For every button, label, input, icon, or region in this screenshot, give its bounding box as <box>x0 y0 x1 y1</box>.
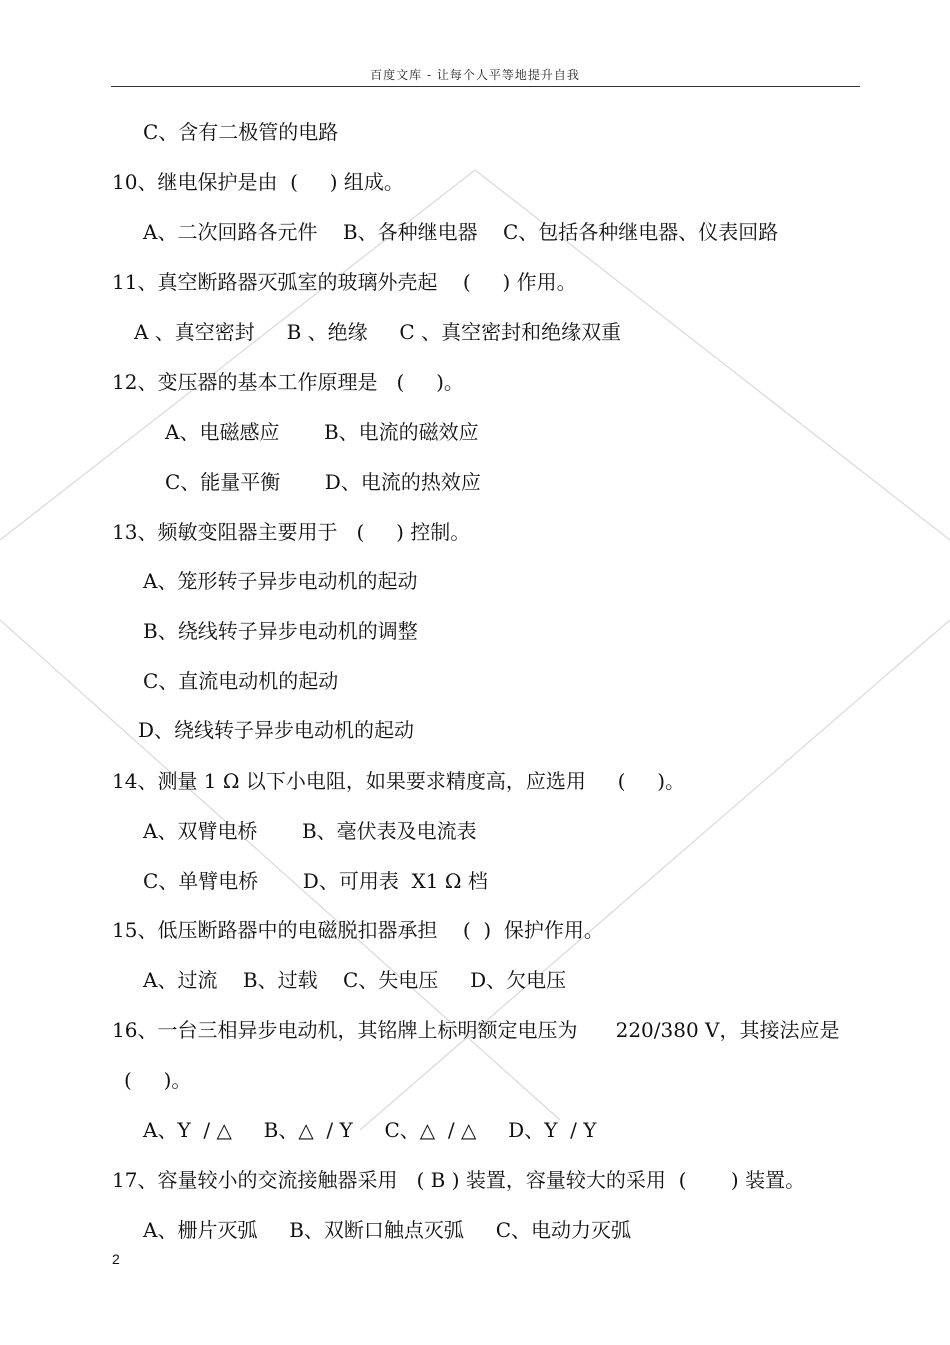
option-line: A、电磁感应 B、电流的磁效应 <box>165 420 479 444</box>
question-16-continuation: ( )。 <box>124 1068 192 1092</box>
question-16: 16、一台三相异步电动机，其铭牌上标明额定电压为 220/380 V，其接法应是 <box>112 1018 840 1042</box>
option-line: C、能量平衡 D、电流的热效应 <box>165 470 481 494</box>
option-line: D、绕线转子异步电动机的起动 <box>138 718 415 742</box>
question-14: 14、测量 1 Ω 以下小电阻，如果要求精度高，应选用 ( )。 <box>112 769 686 793</box>
option-line: B、绕线转子异步电动机的调整 <box>143 619 418 643</box>
option-line: A、笼形转子异步电动机的起动 <box>143 569 418 593</box>
question-17: 17、容量较小的交流接触器采用 ( B ) 装置，容量较大的采用 ( ) 装置。 <box>112 1168 806 1192</box>
page-number: 2 <box>112 1251 120 1267</box>
option-line: C、单臂电桥 D、可用表 X1 Ω 档 <box>143 869 488 893</box>
header-divider <box>111 86 860 87</box>
question-11: 11、真空断路器灭弧室的玻璃外壳起 ( ) 作用。 <box>112 270 577 294</box>
question-10: 10、继电保护是由 ( ) 组成。 <box>112 170 404 194</box>
option-line: C、直流电动机的起动 <box>143 669 339 693</box>
option-line: A、双臂电桥 B、毫伏表及电流表 <box>143 819 477 843</box>
question-12: 12、变压器的基本工作原理是 ( )。 <box>112 370 464 394</box>
option-line: A、过流 B、过载 C、失电压 D、欠电压 <box>143 968 567 992</box>
question-15: 15、低压断路器中的电磁脱扣器承担 ( ) 保护作用。 <box>112 918 604 942</box>
option-line: A 、真空密封 B 、绝缘 C 、真空密封和绝缘双重 <box>134 320 622 344</box>
page-header: 百度文库 - 让每个人平等地提升自我 <box>370 68 580 82</box>
option-line: A、二次回路各元件 B、各种继电器 C、包括各种继电器、仪表回路 <box>143 220 779 244</box>
option-line: A、栅片灭弧 B、双断口触点灭弧 C、电动力灭弧 <box>143 1218 632 1242</box>
option-line: A、Y / △ B、△ / Y C、△ / △ D、Y / Y <box>143 1118 597 1142</box>
question-13: 13、频敏变阻器主要用于 ( ) 控制。 <box>112 520 471 544</box>
option-line: C、含有二极管的电路 <box>143 120 339 144</box>
